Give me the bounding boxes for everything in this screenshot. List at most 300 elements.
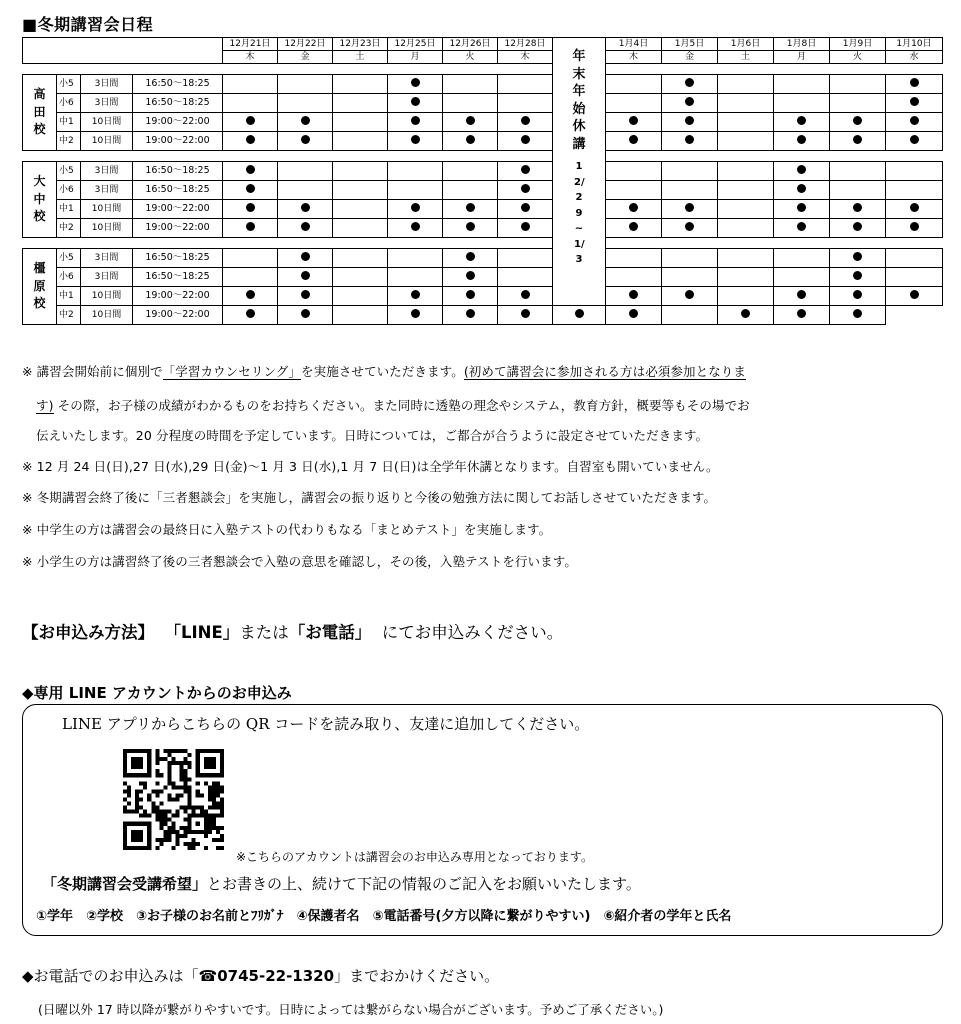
session-cell	[498, 132, 553, 151]
session-cell	[718, 268, 774, 287]
session-cell	[278, 94, 333, 113]
weekday-header: 火	[830, 51, 886, 64]
session-dot	[246, 184, 255, 193]
session-cell	[333, 162, 388, 181]
session-dot	[685, 116, 694, 125]
session-cell	[388, 219, 443, 238]
session-cell	[388, 306, 443, 325]
session-cell	[498, 306, 553, 325]
session-dot	[521, 184, 530, 193]
session-dot	[521, 165, 530, 174]
session-dot	[853, 222, 862, 231]
session-dot	[685, 78, 694, 87]
grade-cell: 中1	[57, 200, 81, 219]
session-cell	[223, 162, 278, 181]
session-count-cell: 3日間	[81, 162, 133, 181]
grade-cell: 小6	[57, 268, 81, 287]
qr-code[interactable]	[123, 749, 224, 850]
weekday-header: 土	[718, 51, 774, 64]
note-closed-days: ※ 12 月 24 日(日),27 日(水),29 日(金)～1 月 3 日(水),1 月 7 日(日)は全学年休講となります。自習室も開いていません。	[22, 459, 719, 474]
session-cell	[498, 287, 553, 306]
time-cell: 19:00～22:00	[133, 219, 223, 238]
session-cell	[774, 113, 830, 132]
session-cell	[388, 200, 443, 219]
gap-cell	[606, 151, 943, 162]
session-cell	[830, 181, 886, 200]
session-cell	[774, 268, 830, 287]
gap-cell	[23, 238, 553, 249]
session-cell	[886, 162, 943, 181]
session-cell	[388, 287, 443, 306]
session-cell	[830, 287, 886, 306]
session-cell	[278, 181, 333, 200]
weekday-header: 木	[606, 51, 662, 64]
session-dot	[246, 309, 255, 318]
session-dot	[853, 252, 862, 261]
session-dot	[411, 78, 420, 87]
session-dot	[411, 203, 420, 212]
note-counseling-line3: 伝えいたします。20 分程度の時間を予定しています。日時については，ご都合が合うように設定させていただきます。	[36, 428, 709, 443]
session-cell	[443, 219, 498, 238]
session-cell	[443, 200, 498, 219]
session-cell	[443, 287, 498, 306]
table-row	[23, 306, 943, 325]
session-cell	[606, 287, 662, 306]
session-dot	[466, 290, 475, 299]
session-cell	[830, 249, 886, 268]
grade-cell: 小6	[57, 94, 81, 113]
session-dot	[246, 290, 255, 299]
weekday-header: 金	[662, 51, 718, 64]
session-cell	[498, 219, 553, 238]
session-dot	[797, 116, 806, 125]
grade-cell: 小5	[57, 249, 81, 268]
session-cell	[830, 94, 886, 113]
session-cell	[388, 249, 443, 268]
session-cell	[388, 75, 443, 94]
session-cell	[223, 181, 278, 200]
session-cell	[830, 200, 886, 219]
session-cell	[443, 94, 498, 113]
session-cell	[553, 306, 606, 325]
session-cell	[718, 249, 774, 268]
session-cell	[662, 249, 718, 268]
campus-name	[23, 249, 57, 325]
session-count-cell: 3日間	[81, 75, 133, 94]
session-dot	[411, 290, 420, 299]
session-cell	[443, 162, 498, 181]
date-header: 12月22日	[278, 38, 333, 51]
session-dot	[301, 290, 310, 299]
session-dot	[797, 184, 806, 193]
session-cell	[662, 268, 718, 287]
session-dot	[466, 135, 475, 144]
session-cell	[443, 249, 498, 268]
session-cell	[718, 132, 774, 151]
session-cell	[606, 113, 662, 132]
session-cell	[606, 75, 662, 94]
line-account-note: ※こちらのアカウントは講習会のお申込み専用となっております。	[236, 850, 593, 864]
session-cell	[886, 287, 943, 306]
session-dot	[521, 203, 530, 212]
time-cell: 19:00～22:00	[133, 200, 223, 219]
session-cell	[886, 200, 943, 219]
line-instruction: LINE アプリからこちらの QR コードを読み取り、友達に追加してください。	[62, 715, 590, 733]
note-elementary-test: ※ 小学生の方は講習終了後の三者懇談会で入塾の意思を確認し，その後，入塾テストを行います。	[22, 554, 577, 569]
session-cell	[886, 181, 943, 200]
campus-name-text: 橿原校	[33, 261, 46, 311]
date-header: 1月6日	[718, 38, 774, 51]
session-dot	[629, 135, 638, 144]
session-dot	[521, 116, 530, 125]
session-dot	[466, 116, 475, 125]
date-header: 1月8日	[774, 38, 830, 51]
date-header: 12月25日	[388, 38, 443, 51]
session-count-cell: 10日間	[81, 219, 133, 238]
session-dot	[466, 252, 475, 261]
header-blank	[23, 38, 223, 64]
session-dot	[411, 309, 420, 318]
session-dot	[853, 135, 862, 144]
grade-cell: 中1	[57, 287, 81, 306]
session-cell	[774, 181, 830, 200]
apply-or: または	[239, 623, 289, 642]
session-dot	[797, 165, 806, 174]
session-dot	[853, 271, 862, 280]
time-cell: 19:00～22:00	[133, 306, 223, 325]
session-dot	[685, 290, 694, 299]
line-section-heading: ◆専用 LINE アカウントからのお申込み	[22, 684, 292, 702]
session-cell	[498, 200, 553, 219]
session-cell	[333, 306, 388, 325]
apply-suffix: にてお申込みください。	[381, 623, 564, 642]
session-cell	[223, 113, 278, 132]
session-dot	[910, 135, 919, 144]
time-cell: 16:50～18:25	[133, 181, 223, 200]
session-cell	[333, 181, 388, 200]
session-cell	[718, 162, 774, 181]
session-cell	[886, 75, 943, 94]
session-dot	[411, 222, 420, 231]
session-cell	[606, 306, 662, 325]
session-dot	[685, 97, 694, 106]
session-cell	[662, 181, 718, 200]
session-cell	[388, 113, 443, 132]
weekday-header: 土	[333, 51, 388, 64]
session-cell	[774, 306, 830, 325]
session-cell	[662, 287, 718, 306]
time-cell: 19:00～22:00	[133, 113, 223, 132]
time-cell: 16:50～18:25	[133, 162, 223, 181]
table-row	[23, 268, 943, 287]
grade-cell: 中1	[57, 113, 81, 132]
table-row	[23, 200, 943, 219]
phone-note: (日曜以外 17 時以降が繋がりやすいです。日時によっては繋がらない場合がございます。予めご了承ください。)	[38, 1002, 664, 1017]
session-cell	[498, 181, 553, 200]
session-cell	[606, 162, 662, 181]
date-header: 12月28日	[498, 38, 553, 51]
gap-cell	[23, 64, 553, 75]
session-dot	[411, 97, 420, 106]
session-dot	[301, 252, 310, 261]
session-cell	[662, 75, 718, 94]
session-count-cell: 3日間	[81, 181, 133, 200]
weekday-header: 木	[223, 51, 278, 64]
session-cell	[278, 162, 333, 181]
session-cell	[830, 162, 886, 181]
session-dot	[629, 203, 638, 212]
weekday-header: 月	[774, 51, 830, 64]
session-dot	[466, 271, 475, 280]
session-cell	[774, 219, 830, 238]
session-cell	[223, 287, 278, 306]
session-cell	[886, 94, 943, 113]
session-cell	[718, 94, 774, 113]
session-cell	[830, 75, 886, 94]
gap-cell	[23, 151, 553, 162]
phone-application-line: ◆お電話でのお申込みは「☎0745-22-1320」までおかけください。	[22, 967, 500, 985]
session-cell	[443, 268, 498, 287]
session-cell	[886, 219, 943, 238]
session-cell	[774, 287, 830, 306]
session-cell	[662, 132, 718, 151]
grade-cell: 小5	[57, 162, 81, 181]
session-dot	[466, 222, 475, 231]
table-row	[23, 287, 943, 306]
session-cell	[443, 306, 498, 325]
session-dot	[301, 203, 310, 212]
session-dot	[797, 203, 806, 212]
campus-gap-row	[23, 238, 943, 249]
campus-name	[23, 162, 57, 238]
session-dot	[301, 271, 310, 280]
session-cell	[388, 162, 443, 181]
session-cell	[443, 181, 498, 200]
grade-cell: 中2	[57, 132, 81, 151]
session-dot	[629, 290, 638, 299]
time-cell: 16:50～18:25	[133, 249, 223, 268]
session-dot	[301, 116, 310, 125]
session-dot	[521, 135, 530, 144]
session-cell	[333, 132, 388, 151]
session-cell	[662, 162, 718, 181]
session-cell	[278, 268, 333, 287]
session-cell	[223, 268, 278, 287]
session-dot	[910, 97, 919, 106]
session-cell	[388, 268, 443, 287]
session-cell	[886, 113, 943, 132]
table-row	[23, 113, 943, 132]
session-dot	[466, 203, 475, 212]
note-summary-test: ※ 中学生の方は講習会の最終日に入塾テストの代わりもなる「まとめテスト」を実施します。	[22, 522, 552, 537]
session-cell	[830, 268, 886, 287]
campus-gap-row	[23, 151, 943, 162]
session-dot	[797, 222, 806, 231]
session-dot	[853, 309, 862, 318]
session-cell	[830, 132, 886, 151]
session-cell	[718, 219, 774, 238]
table-row	[23, 249, 943, 268]
note-counseling-line2: す) その際，お子様の成績がわかるものをお持ちください。また同時に透塾の理念やシステム，教育方針，概要等もその場でお	[36, 398, 750, 413]
session-dot	[411, 135, 420, 144]
date-header: 12月21日	[223, 38, 278, 51]
grade-cell: 中2	[57, 219, 81, 238]
session-dot	[910, 290, 919, 299]
session-cell	[606, 249, 662, 268]
header-row-dates	[23, 38, 943, 51]
session-cell	[498, 249, 553, 268]
session-cell	[223, 94, 278, 113]
date-header: 12月26日	[443, 38, 498, 51]
session-dot	[301, 135, 310, 144]
session-cell	[333, 249, 388, 268]
session-cell	[718, 113, 774, 132]
grade-cell: 小5	[57, 75, 81, 94]
weekday-header: 木	[498, 51, 553, 64]
session-cell	[333, 113, 388, 132]
session-cell	[498, 94, 553, 113]
session-dot	[853, 290, 862, 299]
campus-name	[23, 75, 57, 151]
session-dot	[301, 222, 310, 231]
campus-name-text: 高田校	[33, 87, 46, 137]
session-cell	[718, 181, 774, 200]
session-cell	[830, 113, 886, 132]
session-cell	[223, 200, 278, 219]
session-cell	[662, 219, 718, 238]
weekday-header: 金	[278, 51, 333, 64]
session-cell	[662, 200, 718, 219]
session-dot	[521, 222, 530, 231]
time-cell: 19:00～22:00	[133, 287, 223, 306]
line-required-fields: ①学年 ②学校 ③お子様のお名前とﾌﾘｶﾞﾅ ④保護者名 ⑤電話番号(夕方以降に繋がりやすい) ⑥紹介者の学年と氏名	[36, 909, 732, 924]
session-cell	[278, 113, 333, 132]
session-cell	[388, 94, 443, 113]
session-cell	[774, 162, 830, 181]
session-dot	[910, 78, 919, 87]
session-cell	[606, 181, 662, 200]
session-dot	[685, 203, 694, 212]
session-cell	[333, 94, 388, 113]
session-cell	[774, 94, 830, 113]
gap-cell	[606, 64, 943, 75]
date-header: 12月23日	[333, 38, 388, 51]
campus-name-text: 大中校	[33, 174, 46, 224]
session-cell	[223, 249, 278, 268]
date-header: 1月5日	[662, 38, 718, 51]
session-count-cell: 10日間	[81, 306, 133, 325]
session-cell	[774, 132, 830, 151]
session-cell	[886, 249, 943, 268]
session-count-cell: 3日間	[81, 94, 133, 113]
session-cell	[718, 306, 774, 325]
session-cell	[278, 306, 333, 325]
session-cell	[886, 268, 943, 287]
table-row	[23, 219, 943, 238]
date-header: 1月4日	[606, 38, 662, 51]
session-cell	[662, 306, 718, 325]
session-count-cell: 3日間	[81, 249, 133, 268]
holiday-column	[553, 38, 606, 306]
session-dot	[246, 203, 255, 212]
session-dot	[466, 309, 475, 318]
session-cell	[333, 268, 388, 287]
session-dot	[521, 309, 530, 318]
holiday-range: 12/29~1/3	[574, 161, 585, 266]
session-dot	[246, 222, 255, 231]
session-dot	[521, 290, 530, 299]
table-row	[23, 75, 943, 94]
session-cell	[443, 75, 498, 94]
session-dot	[411, 116, 420, 125]
session-cell	[498, 75, 553, 94]
session-dot	[575, 309, 584, 318]
grade-cell: 小6	[57, 181, 81, 200]
session-cell	[443, 113, 498, 132]
session-cell	[606, 219, 662, 238]
table-row	[23, 94, 943, 113]
session-cell	[718, 200, 774, 219]
table-row	[23, 181, 943, 200]
session-cell	[718, 75, 774, 94]
weekday-header: 月	[388, 51, 443, 64]
session-dot	[797, 290, 806, 299]
date-header: 1月10日	[886, 38, 943, 51]
session-cell	[388, 132, 443, 151]
session-cell	[333, 200, 388, 219]
session-dot	[629, 309, 638, 318]
session-dot	[910, 203, 919, 212]
gap-cell	[606, 238, 943, 249]
session-cell	[774, 200, 830, 219]
session-dot	[246, 135, 255, 144]
phone-number[interactable]: ☎0745-22-1320	[198, 967, 335, 985]
session-cell	[443, 132, 498, 151]
session-cell	[718, 287, 774, 306]
schedule-table	[22, 37, 943, 325]
session-cell	[278, 219, 333, 238]
session-count-cell: 3日間	[81, 268, 133, 287]
session-cell	[498, 162, 553, 181]
weekday-header: 火	[443, 51, 498, 64]
note-counseling-line1: ※ 講習会開始前に個別で「学習カウンセリング」を実施させていただきます。(初めて講習会に参加される方は必須参加となりま	[22, 364, 747, 379]
session-cell	[498, 113, 553, 132]
session-dot	[629, 116, 638, 125]
grade-cell: 中2	[57, 306, 81, 325]
session-cell	[606, 200, 662, 219]
session-dot	[246, 165, 255, 174]
session-cell	[223, 219, 278, 238]
session-dot	[246, 116, 255, 125]
apply-phone: 「お電話」	[288, 623, 372, 642]
time-cell: 16:50～18:25	[133, 268, 223, 287]
session-cell	[278, 75, 333, 94]
session-cell	[278, 287, 333, 306]
session-cell	[774, 75, 830, 94]
session-cell	[830, 306, 886, 325]
session-cell	[333, 75, 388, 94]
session-dot	[910, 116, 919, 125]
session-count-cell: 10日間	[81, 287, 133, 306]
session-cell	[774, 249, 830, 268]
note-three-party-meeting: ※ 冬期講習会終了後に「三者懇談会」を実施し，講習会の振り返りと今後の勉強方法に関してお話しさせていただきます。	[22, 490, 717, 505]
table-row	[23, 162, 943, 181]
session-dot	[685, 135, 694, 144]
campus-gap-row	[23, 64, 943, 75]
session-cell	[606, 94, 662, 113]
session-count-cell: 10日間	[81, 200, 133, 219]
session-count-cell: 10日間	[81, 132, 133, 151]
